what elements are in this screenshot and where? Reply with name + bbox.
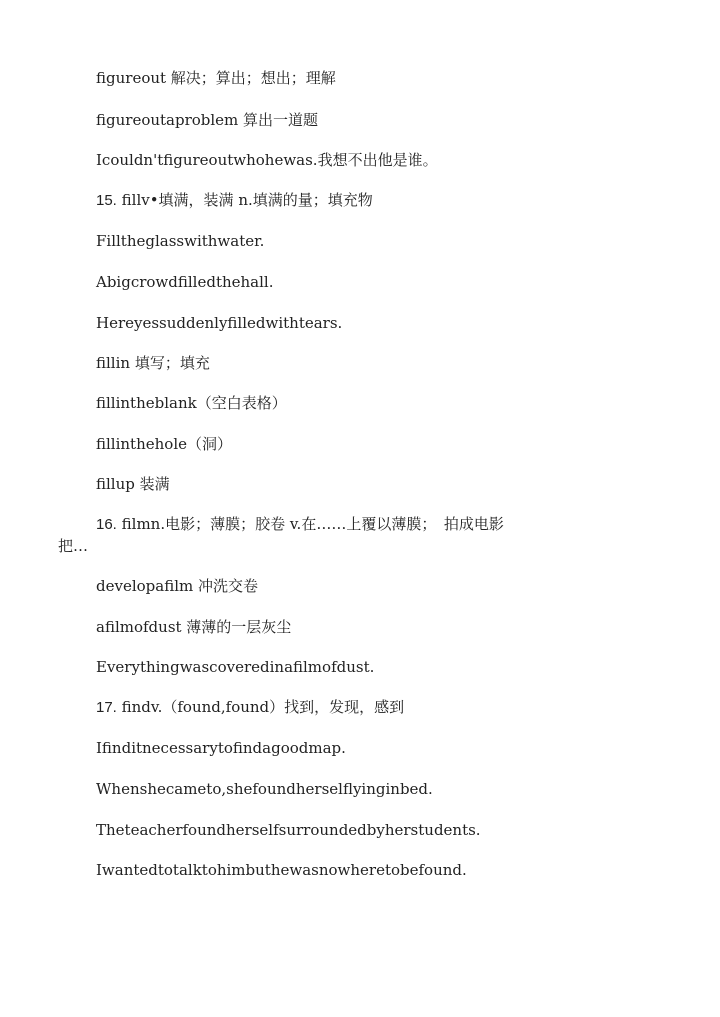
example-sentence xyxy=(96,860,467,880)
example-sentence xyxy=(96,779,433,799)
line-text: Abigcrowdfilledthehall. xyxy=(96,273,274,291)
entry-line xyxy=(96,474,170,494)
line-text: 把… xyxy=(58,537,89,555)
entry-number: 17. xyxy=(96,699,117,716)
entry-line xyxy=(96,68,336,88)
entry-line xyxy=(96,617,291,637)
line-text: fillv•填满，装满 n.填满的量；填充物 xyxy=(121,191,373,209)
line-text: fillintheblank（空白表格） xyxy=(96,394,287,412)
line-text: afilmofdust 薄薄的一层灰尘 xyxy=(96,618,292,636)
example-sentence xyxy=(96,313,342,333)
line-text: developafilm 冲洗交卷 xyxy=(96,577,258,595)
line-text: Icouldn'tfigureoutwhohewas.我想不出他是谁。 xyxy=(96,151,438,169)
line-text: fillin 填写；填充 xyxy=(96,354,210,372)
line-text: Whenshecameto,shefoundherselflyinginbed. xyxy=(96,780,433,798)
line-text: Ifinditnecessarytofindagoodmap. xyxy=(96,739,346,757)
line-text: figureoutaproblem 算出一道题 xyxy=(96,111,319,129)
line-text: Everythingwascoveredinafilmofdust. xyxy=(96,658,375,676)
example-sentence xyxy=(96,272,274,292)
entry-line xyxy=(96,393,287,413)
example-sentence xyxy=(96,738,346,758)
entry-heading-continuation xyxy=(58,536,88,556)
entry-line xyxy=(96,110,318,130)
line-text: fillinthehole（洞） xyxy=(96,435,232,453)
line-text: Hereyessuddenlyfilledwithtears. xyxy=(96,314,343,332)
entry-heading xyxy=(96,697,404,718)
line-text: fillup 装满 xyxy=(96,475,170,493)
entry-number: 15. xyxy=(96,192,117,209)
line-text: Filltheglasswithwater. xyxy=(96,232,265,250)
example-sentence xyxy=(96,150,438,170)
line-text: Iwantedtotalktohimbuthewasnowheretobefound. xyxy=(96,861,467,879)
entry-line xyxy=(96,576,258,596)
line-text: filmn.电影；薄膜；胶卷 v.在……上覆以薄膜； 拍成电影 xyxy=(121,515,504,533)
entry-line xyxy=(96,434,232,454)
example-sentence xyxy=(96,820,481,840)
entry-line xyxy=(96,353,210,373)
entry-heading xyxy=(96,514,504,535)
line-text: Theteacherfoundherselfsurroundedbyherstudents. xyxy=(96,821,481,839)
example-sentence xyxy=(96,657,374,677)
line-text: findv.（found,found）找到，发现，感到 xyxy=(121,698,405,716)
entry-heading xyxy=(96,190,373,211)
line-text: figureout 解决；算出；想出；理解 xyxy=(96,69,336,87)
entry-number: 16. xyxy=(96,516,117,533)
example-sentence xyxy=(96,231,264,251)
